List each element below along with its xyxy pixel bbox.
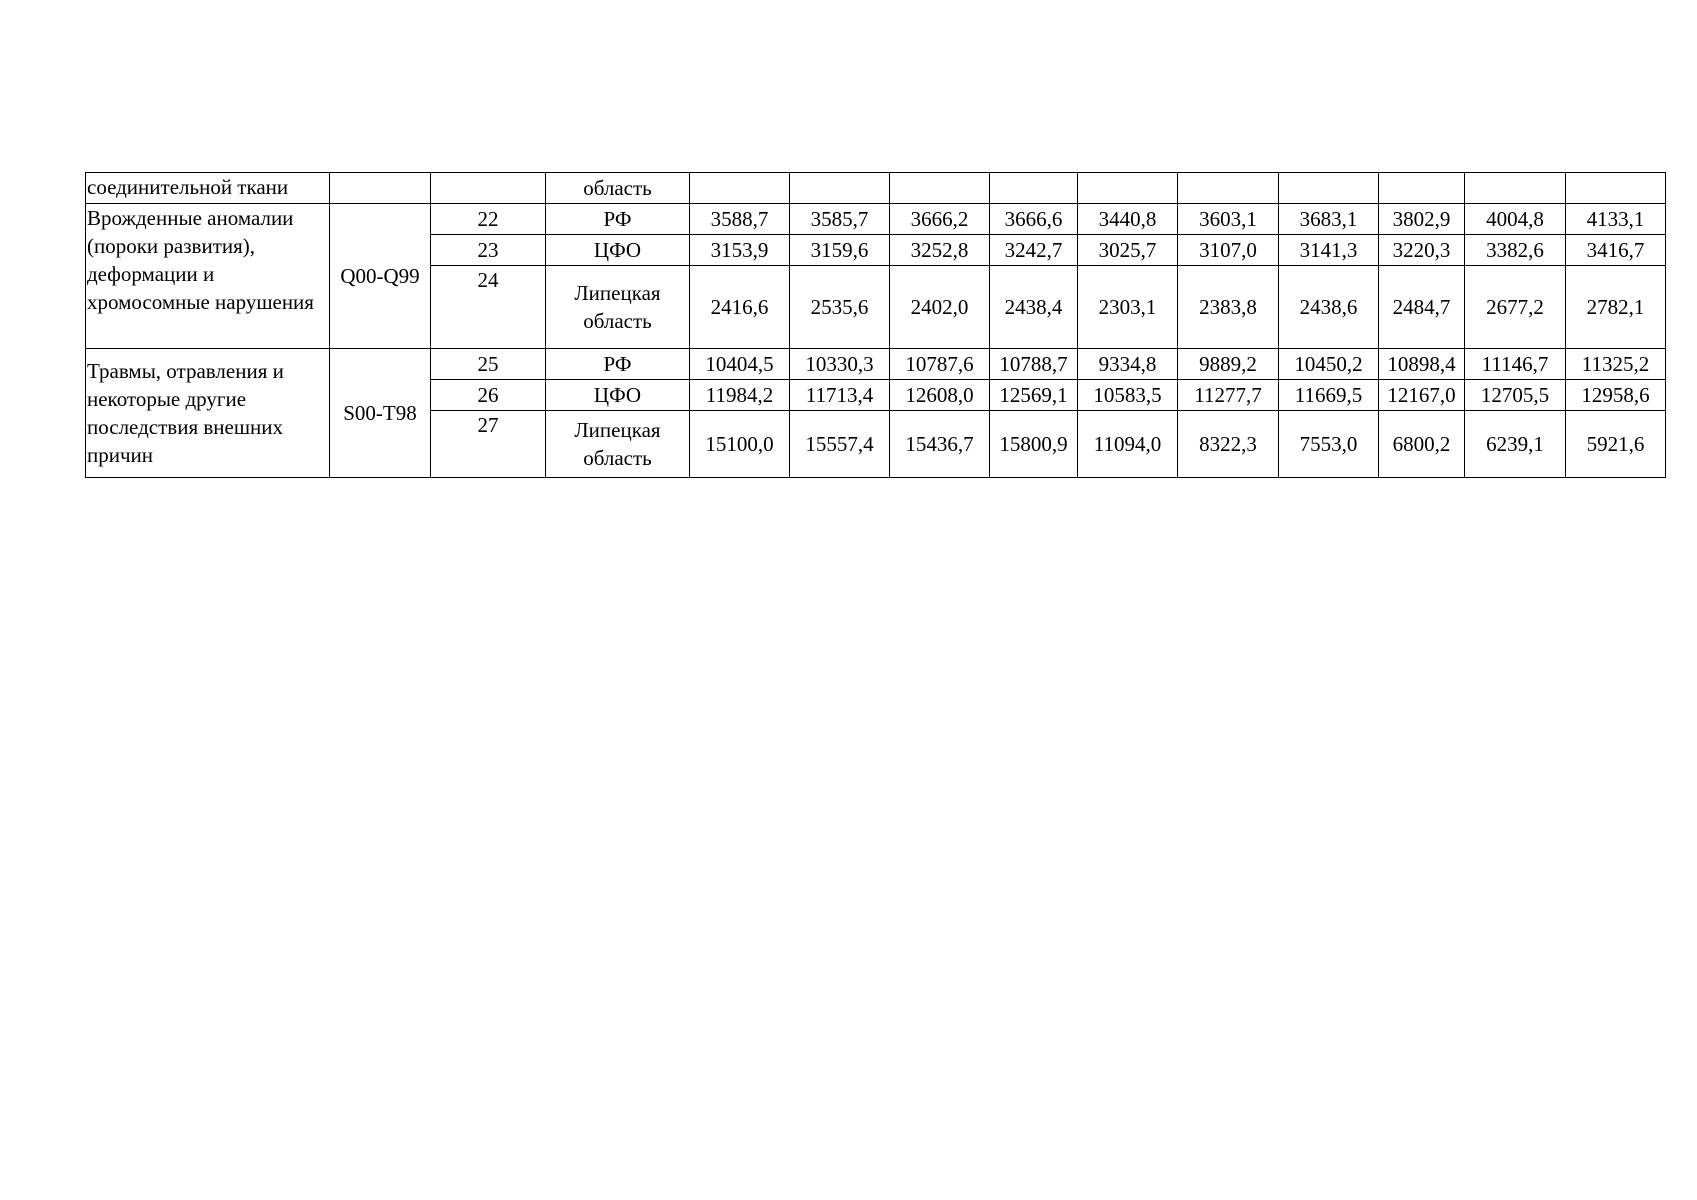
value-cell (1465, 173, 1566, 204)
value-cell: 11325,2 (1566, 349, 1666, 380)
value-cell (1279, 173, 1379, 204)
value-cell: 10330,3 (790, 349, 890, 380)
icd-code-cell: S00-T98 (330, 349, 431, 478)
value-cell: 10788,7 (990, 349, 1078, 380)
value-cell: 3588,7 (690, 204, 790, 235)
value-cell: 6800,2 (1379, 411, 1465, 478)
region-cell: Липецкая область (546, 266, 690, 349)
region-cell: РФ (546, 204, 690, 235)
value-cell: 3159,6 (790, 235, 890, 266)
value-cell: 15100,0 (690, 411, 790, 478)
region-cell: область (546, 173, 690, 204)
disease-name-cell: Врожденные аномалии (пороки развития), деформации и хромосомные нарушения (86, 204, 330, 349)
value-cell: 2402,0 (890, 266, 990, 349)
region-cell: ЦФО (546, 235, 690, 266)
value-cell: 15436,7 (890, 411, 990, 478)
value-cell: 12705,5 (1465, 380, 1566, 411)
value-cell: 7553,0 (1279, 411, 1379, 478)
region-cell: РФ (546, 349, 690, 380)
row-number-cell: 22 (431, 204, 546, 235)
value-cell: 2782,1 (1566, 266, 1666, 349)
value-cell: 2383,8 (1178, 266, 1279, 349)
value-cell: 11146,7 (1465, 349, 1566, 380)
row-number-cell: 23 (431, 235, 546, 266)
value-cell: 2416,6 (690, 266, 790, 349)
row-number-cell: 24 (431, 266, 546, 349)
value-cell: 4133,1 (1566, 204, 1666, 235)
table-row (86, 349, 1666, 380)
region-cell: ЦФО (546, 380, 690, 411)
value-cell: 8322,3 (1178, 411, 1279, 478)
value-cell: 3683,1 (1279, 204, 1379, 235)
value-cell: 11713,4 (790, 380, 890, 411)
value-cell: 9334,8 (1078, 349, 1178, 380)
value-cell: 15800,9 (990, 411, 1078, 478)
disease-name-cell: Травмы, отравления и некоторые другие последствия внешних причин (86, 349, 330, 478)
value-cell: 3603,1 (1178, 204, 1279, 235)
value-cell: 3382,6 (1465, 235, 1566, 266)
value-cell: 2535,6 (790, 266, 890, 349)
value-cell: 11669,5 (1279, 380, 1379, 411)
row-number-cell: 26 (431, 380, 546, 411)
statistics-table (85, 172, 1666, 478)
value-cell: 3107,0 (1178, 235, 1279, 266)
table-row (86, 204, 1666, 235)
value-cell (1566, 173, 1666, 204)
value-cell: 9889,2 (1178, 349, 1279, 380)
icd-code-cell: Q00-Q99 (330, 204, 431, 349)
value-cell: 2438,6 (1279, 266, 1379, 349)
row-number-cell: 25 (431, 349, 546, 380)
value-cell: 3153,9 (690, 235, 790, 266)
value-cell: 3416,7 (1566, 235, 1666, 266)
value-cell: 10404,5 (690, 349, 790, 380)
disease-name-cell: соединительной ткани (86, 173, 330, 204)
value-cell (990, 173, 1078, 204)
value-cell: 4004,8 (1465, 204, 1566, 235)
value-cell: 3025,7 (1078, 235, 1178, 266)
value-cell (1178, 173, 1279, 204)
value-cell (1078, 173, 1178, 204)
row-number-cell (431, 173, 546, 204)
table-row (86, 173, 1666, 204)
value-cell: 10898,4 (1379, 349, 1465, 380)
value-cell: 11984,2 (690, 380, 790, 411)
row-number-cell: 27 (431, 411, 546, 478)
value-cell (790, 173, 890, 204)
value-cell: 12608,0 (890, 380, 990, 411)
value-cell: 3141,3 (1279, 235, 1379, 266)
value-cell: 3252,8 (890, 235, 990, 266)
value-cell: 12167,0 (1379, 380, 1465, 411)
value-cell: 3666,6 (990, 204, 1078, 235)
value-cell: 2484,7 (1379, 266, 1465, 349)
region-cell: Липецкая область (546, 411, 690, 478)
value-cell: 12569,1 (990, 380, 1078, 411)
icd-code-cell (330, 173, 431, 204)
value-cell (690, 173, 790, 204)
value-cell: 3242,7 (990, 235, 1078, 266)
value-cell: 15557,4 (790, 411, 890, 478)
value-cell (890, 173, 990, 204)
value-cell: 3585,7 (790, 204, 890, 235)
value-cell: 3220,3 (1379, 235, 1465, 266)
value-cell: 11094,0 (1078, 411, 1178, 478)
value-cell: 3440,8 (1078, 204, 1178, 235)
value-cell: 10787,6 (890, 349, 990, 380)
value-cell: 10583,5 (1078, 380, 1178, 411)
value-cell: 2677,2 (1465, 266, 1566, 349)
value-cell: 5921,6 (1566, 411, 1666, 478)
value-cell: 12958,6 (1566, 380, 1666, 411)
value-cell: 3666,2 (890, 204, 990, 235)
value-cell: 2438,4 (990, 266, 1078, 349)
value-cell (1379, 173, 1465, 204)
value-cell: 6239,1 (1465, 411, 1566, 478)
value-cell: 2303,1 (1078, 266, 1178, 349)
value-cell: 3802,9 (1379, 204, 1465, 235)
value-cell: 10450,2 (1279, 349, 1379, 380)
value-cell: 11277,7 (1178, 380, 1279, 411)
